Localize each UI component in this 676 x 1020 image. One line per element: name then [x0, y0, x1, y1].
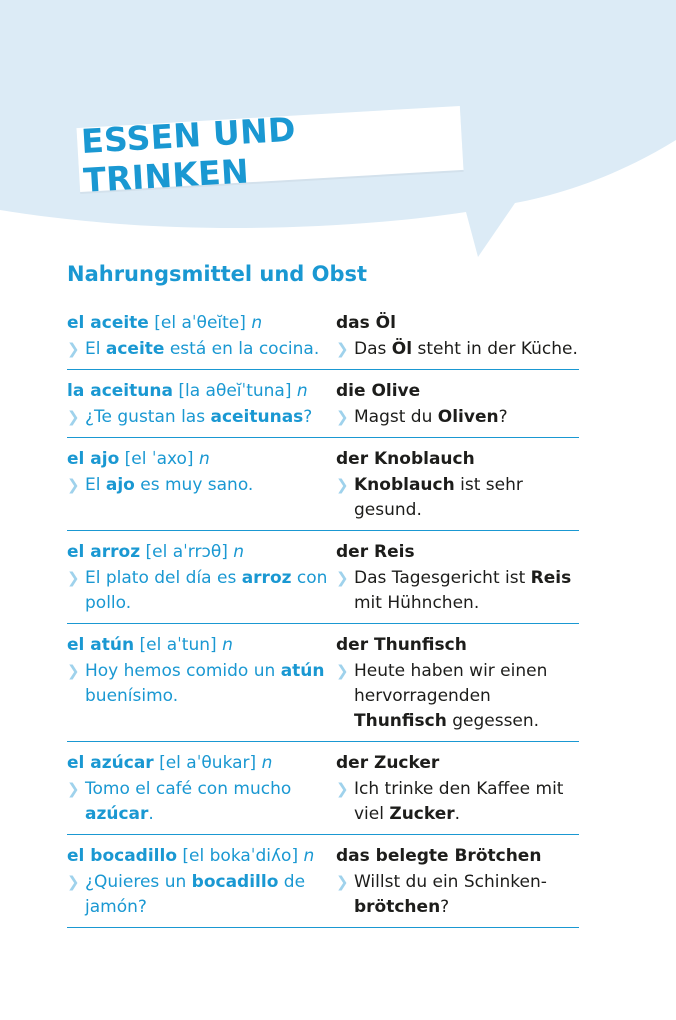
example-text: . — [148, 804, 154, 824]
german-example — [336, 659, 579, 734]
bullet-arrow-icon: ❯ — [67, 662, 80, 680]
highlighted-term: atún — [280, 661, 325, 681]
vocabulary-entry — [67, 835, 579, 928]
vocabulary-entry — [67, 370, 579, 438]
example-text: steht in der Küche. — [412, 339, 578, 359]
german-headword: der Reis — [336, 542, 415, 562]
part-of-speech: n — [303, 846, 315, 866]
spanish-column — [67, 750, 336, 827]
example-text: es muy sano. — [134, 475, 254, 495]
example-text: ? — [303, 407, 313, 427]
bullet-arrow-icon: ❯ — [336, 569, 349, 587]
spanish-headword-line — [67, 446, 336, 473]
german-example — [336, 337, 579, 362]
german-headword-line — [336, 310, 579, 337]
spanish-column — [67, 539, 336, 616]
highlighted-term: Zucker — [389, 804, 455, 824]
bullet-arrow-icon: ❯ — [336, 873, 349, 891]
highlighted-term: bocadillo — [191, 872, 279, 892]
spanish-headword: el aceite — [67, 313, 149, 333]
part-of-speech: n — [233, 542, 245, 562]
example-text: Hoy hemos comido un — [85, 661, 281, 681]
vocabulary-list — [67, 304, 579, 928]
german-headword-line — [336, 750, 579, 777]
bullet-arrow-icon: ❯ — [67, 476, 80, 494]
spanish-example — [67, 659, 336, 709]
example-text: El — [85, 475, 106, 495]
german-headword-line — [336, 632, 579, 659]
example-text: con pollo. — [85, 568, 328, 613]
spanish-column — [67, 378, 336, 430]
german-example — [336, 405, 579, 430]
spanish-headword: el arroz — [67, 542, 141, 562]
german-example — [336, 777, 579, 827]
spanish-headword: el bocadillo — [67, 846, 178, 866]
example-text: . — [454, 804, 461, 824]
example-text: ist sehr gesund. — [354, 475, 523, 520]
highlighted-term: Knoblauch — [354, 475, 455, 495]
german-headword: die Olive — [336, 381, 421, 401]
german-column — [336, 539, 579, 616]
german-column — [336, 750, 579, 827]
spanish-headword-line — [67, 539, 336, 566]
spanish-column — [67, 310, 336, 362]
example-text: mit Hühnchen. — [354, 593, 480, 613]
example-text: El — [85, 339, 106, 359]
example-text: ¿Te gustan las — [85, 407, 211, 427]
bullet-arrow-icon: ❯ — [336, 340, 349, 358]
german-example — [336, 566, 579, 616]
example-text: Das Tagesgericht ist — [354, 568, 531, 588]
german-headword-line — [336, 446, 579, 473]
example-text: gegessen. — [446, 711, 540, 731]
german-column — [336, 446, 579, 523]
highlighted-term: Oliven — [437, 407, 499, 427]
spanish-headword-line — [67, 632, 336, 659]
example-text: Magst du — [354, 407, 438, 427]
spanish-example — [67, 777, 336, 827]
german-headword: der Knoblauch — [336, 449, 475, 469]
german-headword-line — [336, 843, 579, 870]
bullet-arrow-icon: ❯ — [67, 780, 80, 798]
german-example — [336, 473, 579, 523]
vocabulary-entry — [67, 304, 579, 370]
part-of-speech: n — [261, 753, 273, 773]
example-text: Ich trinke den Kaffee mit viel — [354, 779, 564, 824]
part-of-speech: n — [222, 635, 233, 655]
bullet-arrow-icon: ❯ — [67, 408, 80, 426]
german-headword: der Thunfisch — [336, 635, 467, 655]
vocabulary-entry — [67, 742, 579, 835]
part-of-speech: n — [251, 313, 263, 333]
spanish-example — [67, 473, 336, 498]
highlighted-term: Reis — [530, 568, 572, 588]
spanish-column — [67, 446, 336, 523]
spanish-headword-line — [67, 843, 336, 870]
highlighted-term: Thunfisch — [354, 711, 447, 731]
spanish-headword-line — [67, 750, 336, 777]
bullet-arrow-icon: ❯ — [336, 662, 349, 680]
german-headword-line — [336, 378, 579, 405]
spanish-example — [67, 337, 336, 362]
chapter-title: ESSEN UND TRINKEN — [80, 109, 297, 200]
section-title: Nahrungsmittel und Obst — [67, 262, 368, 286]
german-headword: das belegte Brötchen — [336, 846, 542, 866]
spanish-headword: el azúcar — [67, 753, 154, 773]
german-column — [336, 632, 579, 734]
highlighted-term: arroz — [241, 568, 292, 588]
example-text: Willst du ein Schinken- — [354, 872, 547, 892]
german-column — [336, 378, 579, 430]
spanish-column — [67, 632, 336, 734]
bullet-arrow-icon: ❯ — [336, 780, 349, 798]
bullet-arrow-icon: ❯ — [336, 408, 349, 426]
spanish-example — [67, 566, 336, 616]
spanish-headword-line — [67, 378, 336, 405]
german-headword-line — [336, 539, 579, 566]
pronunciation: [el aˈtun] — [139, 635, 217, 655]
spanish-example — [67, 870, 336, 920]
example-text: El plato del día es — [85, 568, 242, 588]
example-text: está en la cocina. — [164, 339, 320, 359]
german-headword: das Öl — [336, 313, 396, 333]
spanish-example — [67, 405, 336, 430]
part-of-speech: n — [198, 449, 210, 469]
highlighted-term: brötchen — [354, 897, 441, 917]
german-example — [336, 870, 579, 920]
example-text: ? — [498, 407, 508, 427]
pronunciation: [la aθeĭˈtuna] — [178, 381, 292, 401]
spanish-headword-line — [67, 310, 336, 337]
example-text: ? — [440, 897, 450, 917]
bullet-arrow-icon: ❯ — [67, 569, 80, 587]
highlighted-term: ajo — [105, 475, 135, 495]
pronunciation: [el ˈaxo] — [124, 449, 194, 469]
bullet-arrow-icon: ❯ — [336, 476, 349, 494]
bullet-arrow-icon: ❯ — [67, 340, 80, 358]
highlighted-term: Öl — [391, 339, 413, 359]
example-text: ¿Quieres un — [85, 872, 192, 892]
vocabulary-entry — [67, 624, 579, 742]
example-text: Heute haben wir einen hervorragenden — [354, 661, 548, 706]
german-column — [336, 310, 579, 362]
pronunciation: [el aˈrrɔθ] — [145, 542, 228, 562]
spanish-headword: la aceituna — [67, 381, 173, 401]
pronunciation: [el bokaˈdiʎo] — [182, 846, 299, 866]
german-column — [336, 843, 579, 920]
vocabulary-entry — [67, 438, 579, 531]
part-of-speech: n — [296, 381, 308, 401]
example-text: buenísimo. — [85, 686, 179, 706]
spanish-column — [67, 843, 336, 920]
highlighted-term: azúcar — [85, 804, 149, 824]
example-text: Das — [354, 339, 392, 359]
spanish-headword: el ajo — [67, 449, 120, 469]
vocabulary-entry — [67, 531, 579, 624]
german-headword: der Zucker — [336, 753, 440, 773]
example-text: Tomo el café con mucho — [85, 779, 292, 799]
pronunciation: [el aˈθukar] — [159, 753, 257, 773]
example-text: de jamón? — [85, 872, 306, 917]
highlighted-term: aceitunas — [210, 407, 304, 427]
spanish-headword: el atún — [67, 635, 135, 655]
pronunciation: [el aˈθeĭte] — [154, 313, 246, 333]
bullet-arrow-icon: ❯ — [67, 873, 80, 891]
highlighted-term: aceite — [105, 339, 165, 359]
